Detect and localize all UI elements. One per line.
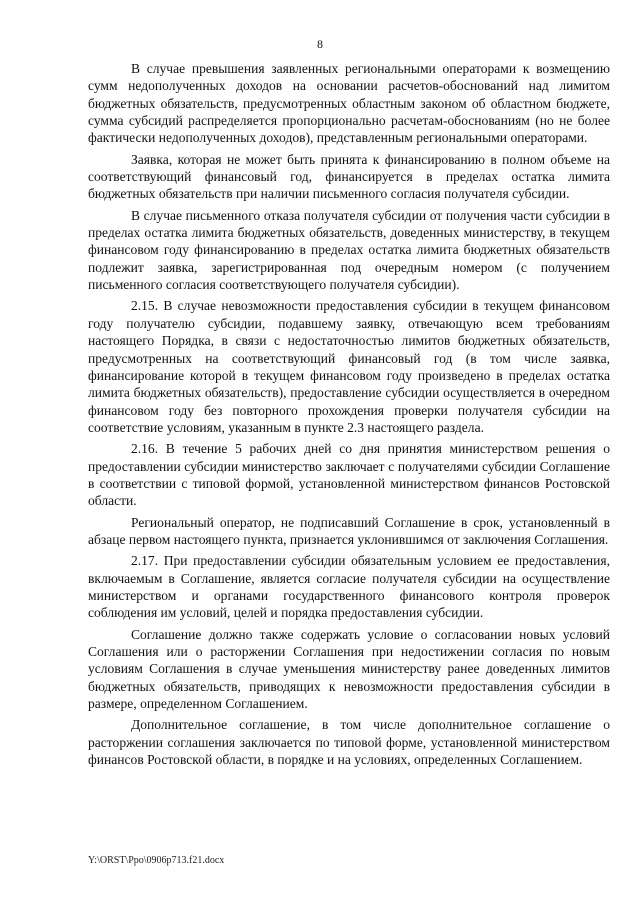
paragraph-2-17: 2.17. При предоставлении субсидии обязательным условием ее предоставления, включаемым в Соглашение, является согласие получателя субсидии на осуществление министерством и органами государственного финансового контроля проверок соблюдения им условий, целей и порядка предоставления субсидии. <box>88 553 610 621</box>
paragraph-3: В случае письменного отказа получателя субсидии от получения части субсидии в пределах остатка лимита бюджетных обязательств, доведенных министерству, в текущем финансовом году финансированию в пределах остатка лимита бюджетных обязательств подлежит заявка, зарегистрированная под очередным номером (с получением письменного согласия соответствующего получателя субсидии). <box>88 207 610 293</box>
paragraph-1: В случае превышения заявленных региональными операторами к возмещению сумм недополученных доходов на основании расчетов-обоснований над лимитом бюджетных обязательств, предусмотренных областным законом об областном бюджете, сумма субсидий распределяется пропорционально расчетам-обоснованиям (но не более фактически недополученных доходов), представленным региональными операторами. <box>88 61 610 146</box>
file-path-footer: Y:\ORST\Ppo\0906p713.f21.docx <box>88 855 225 866</box>
paragraph-9: Дополнительное соглашение, в том числе дополнительное соглашение о расторжении соглашения заключается по типовой форме, установленной министерством финансов Ростовской области, в порядке и на условиях, определенных Соглашением. <box>88 717 610 768</box>
page-number: 8 <box>317 37 323 51</box>
paragraph-2-15: 2.15. В случае невозможности предоставления субсидии в текущем финансовом году получателю субсидии, подавшему заявку, отвечающую всем требованиям настоящего Порядка, в связи с недостаточностью лимитов бюджетных обязательств, предусмотренных на соответствующий финансовый год (в том числе заявка, финансирование которой в текущем финансовом году произведено в пределах остатка лимита бюджетных обязательств), предоставление субсидии осуществляется в очередном финансовом году без повторного прохождения проверки получателя субсидии на соответствие условиям, указанным в пункте 2.3 настоящего раздела. <box>88 298 610 435</box>
document-body <box>88 60 610 772</box>
paragraph-2: Заявка, которая не может быть принята к финансированию в полном объеме на соответствующий финансовый год, финансируется в пределах остатка лимита бюджетных обязательств при наличии письменного согласия получателя субсидии. <box>88 151 610 202</box>
paragraph-8: Соглашение должно также содержать условие о согласовании новых условий Соглашения или о расторжении Соглашения при недостижении согласия по новым условиям Соглашения в случае уменьшения министерству ранее доведенных лимитов бюджетных обязательств, приводящих к невозможности предоставления субсидии в размере, определенном Соглашением. <box>88 626 610 712</box>
paragraph-2-16: 2.16. В течение 5 рабочих дней со дня принятия министерством решения о предоставлении субсидии министерство заключает с получателями субсидии Соглашение в соответствии с типовой формой, установленной министерством финансов Ростовской области. <box>88 441 610 509</box>
paragraph-6: Региональный оператор, не подписавший Соглашение в срок, установленный в абзаце первом настоящего пункта, признается уклонившимся от заключения Соглашения. <box>88 514 610 547</box>
